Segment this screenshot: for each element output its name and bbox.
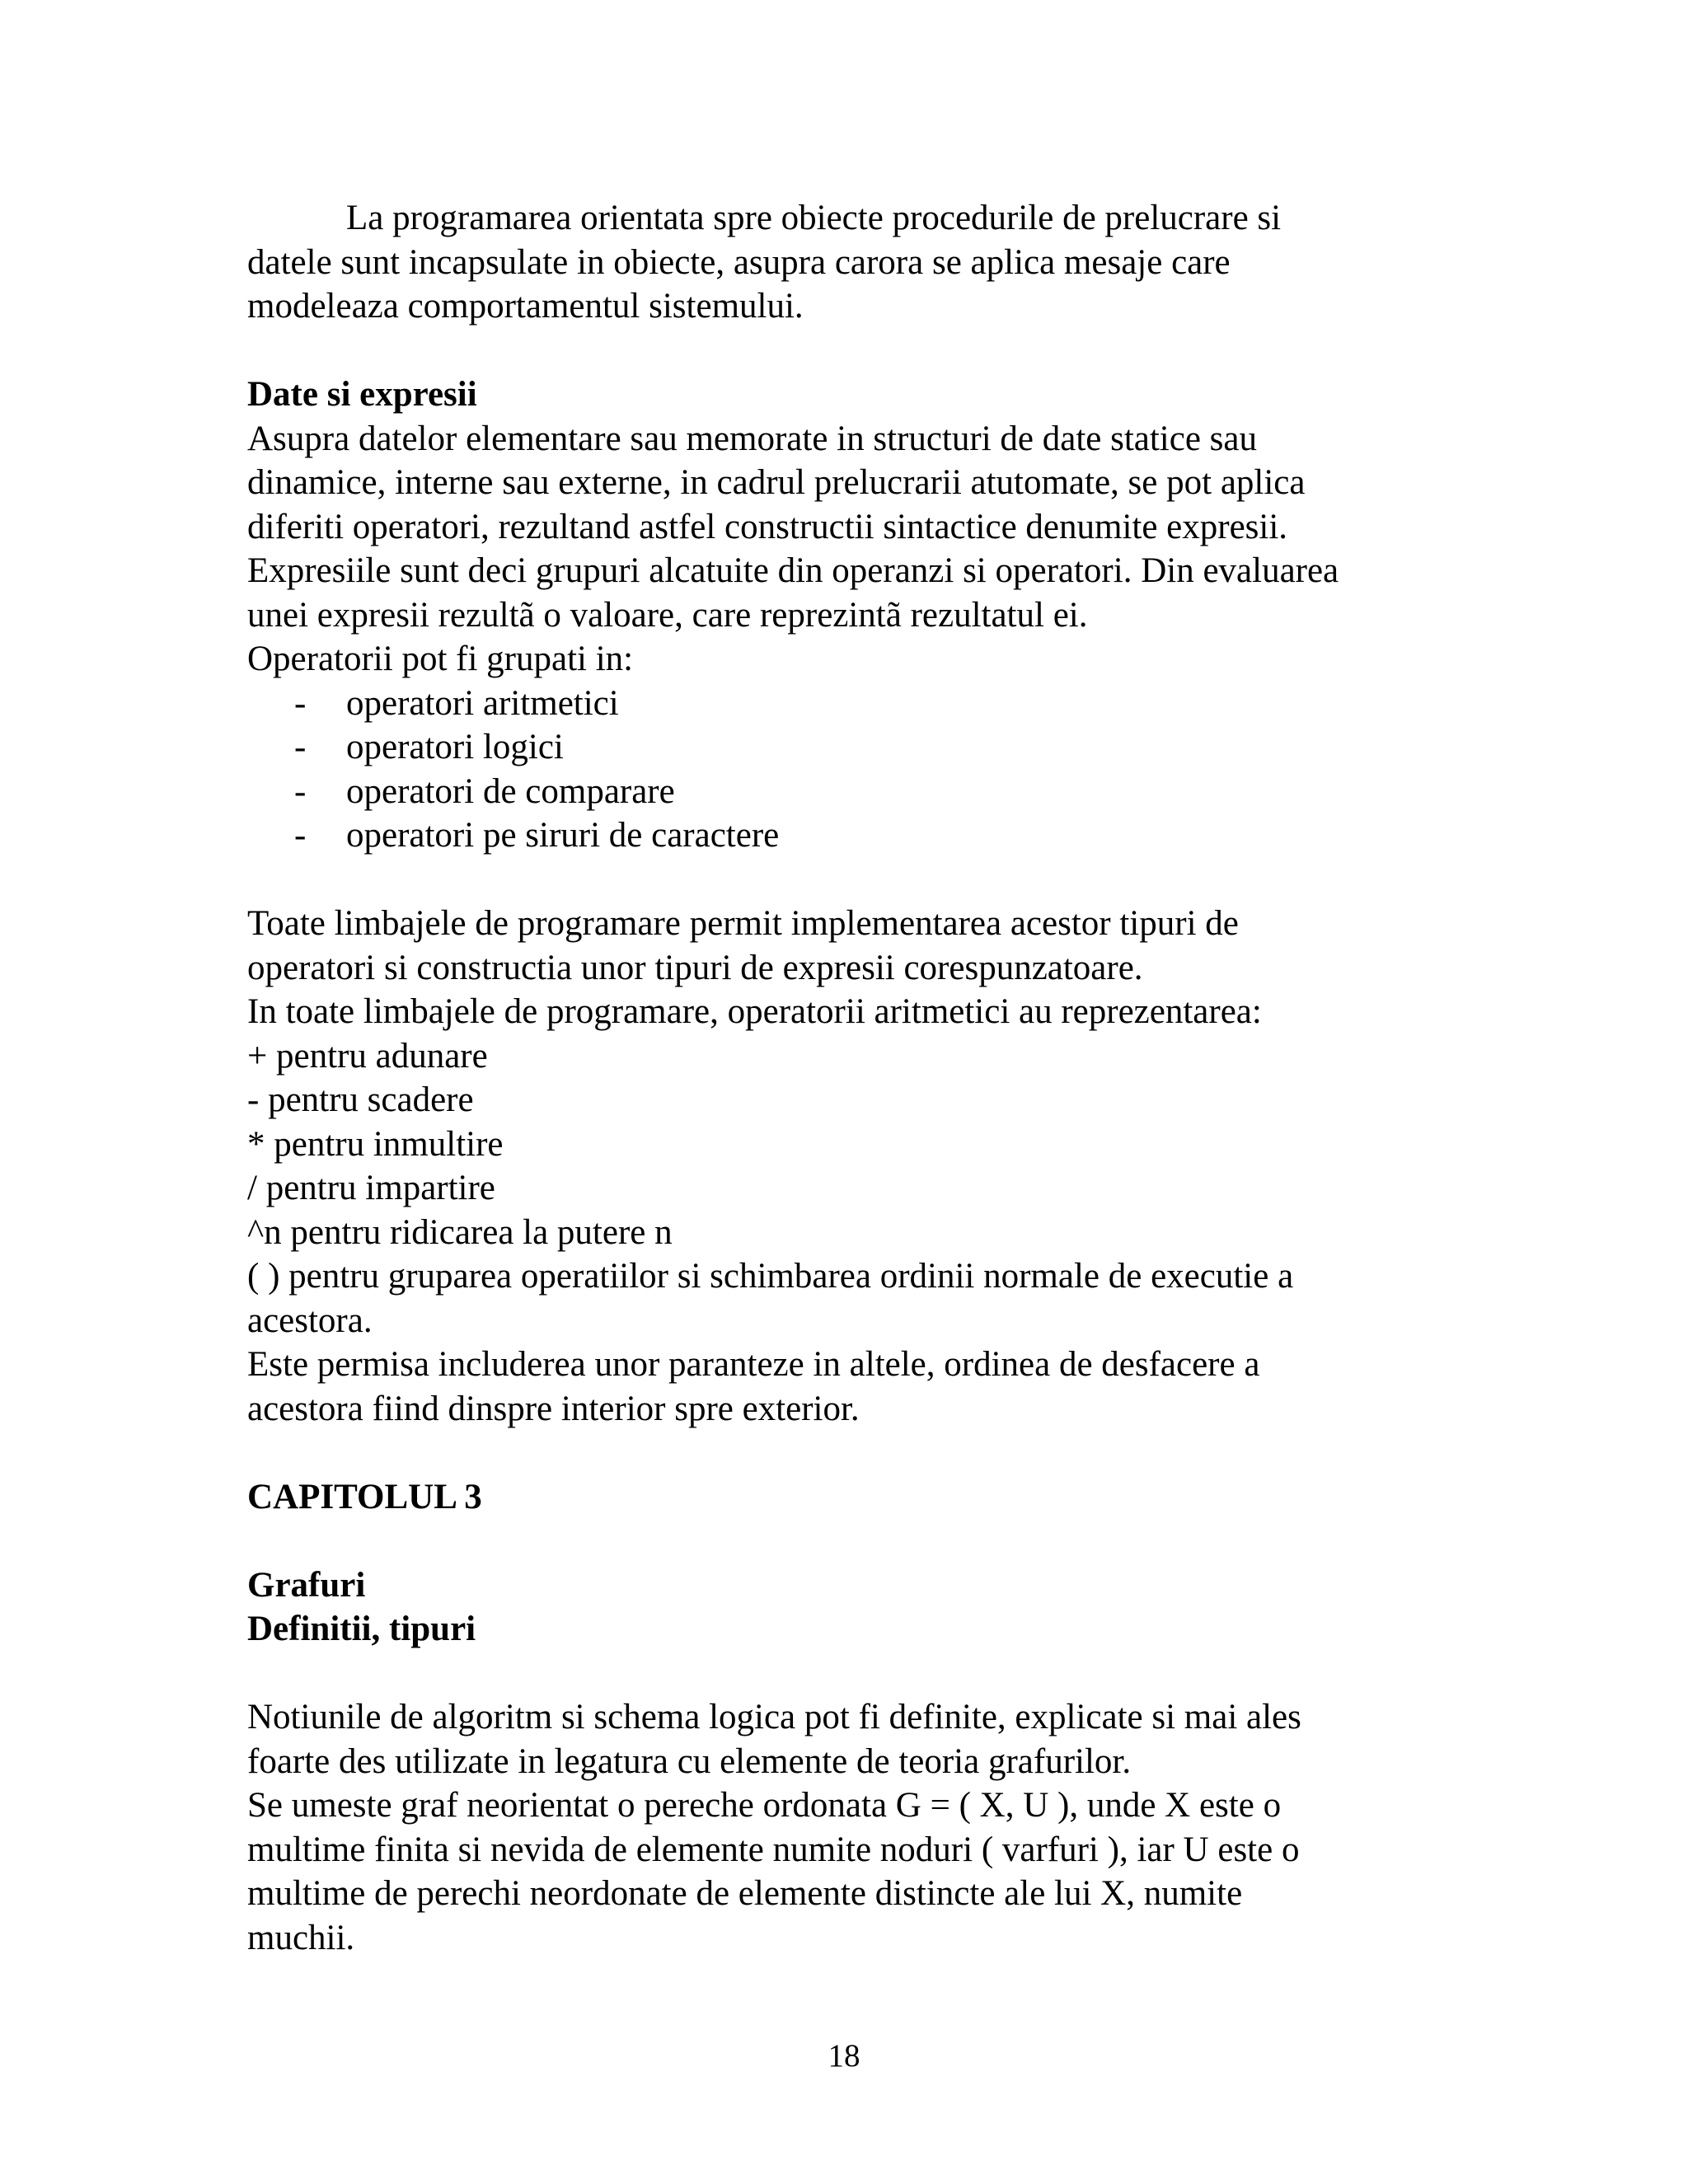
body-line: multime de perechi neordonate de elemente distincte ale lui X, numite [247,1874,1243,1913]
graph-definition-paragraph [247,1695,1467,1960]
intro-line: La programarea orientata spre obiecte procedurile de prelucrare si [346,199,1282,237]
body-line: - pentru scadere [247,1080,474,1119]
body-line: / pentru impartire [247,1169,495,1207]
body-line: acestora fiind dinspre interior spre exterior. [247,1389,860,1428]
spacer [247,1431,1467,1475]
body-line: operatori si constructia unor tipuri de expresii corespunzatoare. [247,948,1143,987]
body-line: Operatorii pot fi grupati in: [247,640,634,678]
body-line: multime finita si nevida de elemente numite noduri ( varfuri ), iar U este o [247,1830,1300,1869]
section-heading: Date si expresii [247,375,477,414]
spacer [247,1519,1467,1563]
chapter-title: CAPITOLUL 3 [247,1477,482,1516]
spacer [247,858,1467,902]
arithmetic-operators-paragraph [247,902,1467,1431]
body-line: Asupra datelor elementare sau memorate in structuri de date statice sau [247,419,1257,458]
body-line: muchii. [247,1918,355,1957]
spacer [247,329,1467,373]
body-line: Toate limbajele de programare permit implementarea acestor tipuri de [247,904,1239,943]
body-line: * pentru inmultire [247,1124,504,1164]
body-line: In toate limbajele de programare, operatorii aritmetici au reprezentarea: [247,992,1262,1031]
bullet-dash: - [294,816,307,855]
page-content [247,196,1467,1960]
bullet-dash: - [294,728,307,766]
body-line: Notiunile de algoritm si schema logica pot fi definite, explicate si mai ales [247,1698,1301,1736]
bullet-dash: - [294,683,307,723]
list-item [247,813,1467,858]
page-number: 18 [828,2038,860,2074]
list-item [247,725,1467,770]
body-line: Se umeste graf neorientat o pereche ordonata G = ( X, U ), unde X este o [247,1786,1282,1825]
body-line: unei expresii rezultã o valoare, care reprezintã rezultatul ei. [247,595,1088,635]
body-line: diferiti operatori, rezultand astfel constructii sintactice denumite expresii. [247,507,1288,546]
operator-list [247,682,1467,858]
list-item-text: operatori logici [346,728,564,766]
chapter-subtitle: Definitii, tipuri [247,1610,476,1648]
spacer [247,1652,1467,1696]
list-item-text: operatori pe siruri de caractere [346,816,780,855]
chapter-subtitle: Grafuri [247,1565,366,1605]
intro-line: modeleaza comportamentul sistemului. [247,287,804,326]
list-item-text: operatori de comparare [346,771,675,811]
body-line: ^n pentru ridicarea la putere n [247,1212,673,1252]
body-line: dinamice, interne sau externe, in cadrul prelucrarii atutomate, se pot aplica [247,463,1306,502]
list-item [247,682,1467,726]
section-date-si-expresii [247,373,1467,858]
intro-line: datele sunt incapsulate in obiecte, asupra carora se aplica mesaje care [247,242,1231,282]
intro-paragraph [247,196,1467,329]
body-line: foarte des utilizate in legatura cu elemente de teoria grafurilor. [247,1741,1132,1781]
body-line: Este permisa includerea unor paranteze in altele, ordinea de desfacere a [247,1345,1260,1384]
bullet-dash: - [294,771,307,811]
body-line: + pentru adunare [247,1036,488,1076]
body-line: acestora. [247,1301,373,1340]
list-item-text: operatori aritmetici [346,683,619,723]
list-item [247,770,1467,814]
body-line: Expresiile sunt deci grupuri alcatuite din operanzi si operatori. Din evaluarea [247,551,1339,590]
body-line: ( ) pentru gruparea operatiilor si schimbarea ordinii normale de executie a [247,1257,1294,1296]
